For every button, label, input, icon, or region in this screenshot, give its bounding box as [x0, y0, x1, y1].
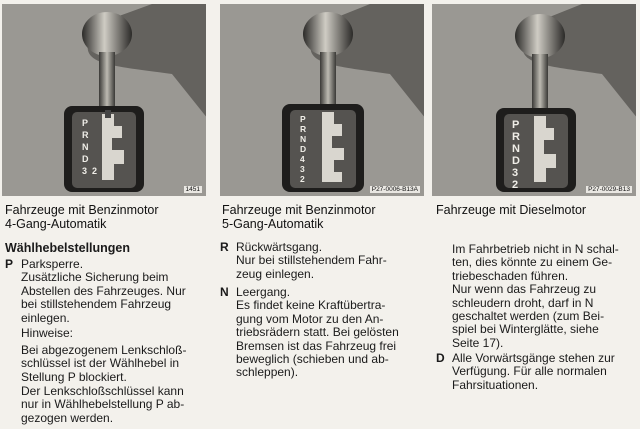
gate-label: 2: [512, 179, 519, 191]
gate-label: R: [82, 130, 89, 140]
text-line: spiel bei Winterglätte, siehe: [452, 322, 599, 337]
n-continuation: [452, 243, 619, 350]
text-line: gezogen werden.: [21, 410, 114, 425]
gate-label: 2: [92, 166, 98, 176]
text-line: geschaltet werden (zum Bei-: [452, 309, 605, 324]
text-line: Alle Vorwärtsgänge stehen zur: [452, 351, 615, 365]
note-1: [21, 344, 186, 384]
text-line: beweglich (schieben und ab-: [236, 352, 389, 367]
text-line: Im Fahrbetrieb nicht in N schal-: [452, 242, 619, 256]
gate-label: P: [512, 119, 520, 131]
entry-n: [220, 286, 430, 382]
position-letter-d: D: [436, 351, 445, 365]
entry-r: [220, 241, 430, 285]
text-line: gung vom Motor zu den An-: [236, 311, 384, 326]
gate-label: D: [300, 144, 307, 154]
text-line: Der Lenkschloßschlüssel kann: [21, 384, 184, 398]
gate-label: D: [82, 154, 89, 164]
entry-p: [5, 258, 210, 324]
caption-diesel: [436, 203, 636, 217]
figure-code: 1451: [185, 186, 200, 193]
caption-line: Fahrzeuge mit Benzinmotor: [5, 203, 159, 217]
gate-label: R: [512, 131, 520, 143]
text-line: bei stillstehendem Fahrzeug: [21, 297, 172, 312]
gate-label: N: [82, 142, 89, 152]
text-line: Nur bei stillstehendem Fahr-: [236, 253, 387, 268]
gate-label: 2: [300, 174, 305, 184]
text-line: Verfügung. Für alle normalen: [452, 364, 607, 379]
gate-label: 3: [300, 164, 305, 174]
text-line: Nur wenn das Fahrzeug zu: [452, 282, 597, 297]
position-letter-r: R: [220, 240, 229, 254]
caption-line: Fahrzeuge mit Dieselmotor: [436, 203, 587, 217]
text-line: Leergang.: [236, 285, 291, 299]
position-letter-p: P: [5, 257, 14, 271]
text-line: Bei abgezogenem Lenkschloß-: [21, 343, 187, 357]
gate-label: P: [300, 114, 306, 124]
figure-code: P27-0006-B13A: [371, 186, 418, 193]
entry-d: [436, 352, 636, 396]
position-letter-n: N: [220, 285, 229, 299]
photo-diesel-selector: [432, 4, 636, 196]
text-line: ten, dies könnte zu einem Ge-: [452, 255, 613, 270]
gate-label: P: [82, 118, 89, 128]
text-line: Rückwärtsgang.: [236, 240, 323, 254]
text-line: nur in Wählhebelstellung P ab-: [21, 397, 185, 412]
text-line: triebsrädern statt. Bei gelösten: [236, 325, 399, 340]
gate-label: 3: [82, 166, 88, 176]
note-2: [21, 385, 184, 425]
gate-label: R: [300, 124, 307, 134]
text-line: Fahrsituationen.: [452, 377, 539, 392]
text-line: Parksperre.: [21, 257, 84, 271]
gate-label: 4: [300, 154, 305, 164]
photo-4-gang-selector: [2, 4, 206, 196]
photo-5-gang-selector: [220, 4, 424, 196]
gate-label: N: [512, 143, 520, 155]
figure-code: P27-0029-B13: [588, 186, 630, 193]
text-line: schleppen).: [236, 365, 299, 380]
text-line: Bremsen ist das Fahrzeug frei: [236, 338, 397, 353]
text-line: Hinweise:: [21, 326, 74, 340]
text-line: einlegen.: [21, 310, 70, 325]
text-line: Stellung P blockiert.: [21, 369, 127, 384]
text-line: Abstellen des Fahrzeuges. Nur: [21, 283, 186, 298]
caption-line: 4-Gang-Automatik: [5, 217, 107, 231]
text-line: Es findet keine Kraftübertra-: [236, 298, 386, 313]
caption-line: 5-Gang-Automatik: [222, 217, 324, 231]
gate-label: D: [512, 155, 520, 167]
text-line: Zusätzliche Sicherung beim: [21, 270, 169, 285]
section-heading: Wählhebelstellungen: [5, 241, 131, 255]
caption-4-gang: [5, 203, 205, 231]
caption-5-gang: [222, 203, 422, 231]
gate-label: 3: [512, 167, 519, 179]
text-line: schleudern droht, darf in N: [452, 295, 594, 310]
caption-line: Fahrzeuge mit Benzinmotor: [222, 203, 376, 217]
text-line: triebeschaden führen.: [452, 268, 569, 283]
gate-label: N: [300, 134, 307, 144]
text-line: zeug einlegen.: [236, 266, 315, 281]
text-line: schlüssel ist der Wählhebel in: [21, 356, 180, 371]
text-line: Seite 17).: [452, 335, 504, 350]
hinweise-label: [21, 327, 73, 340]
